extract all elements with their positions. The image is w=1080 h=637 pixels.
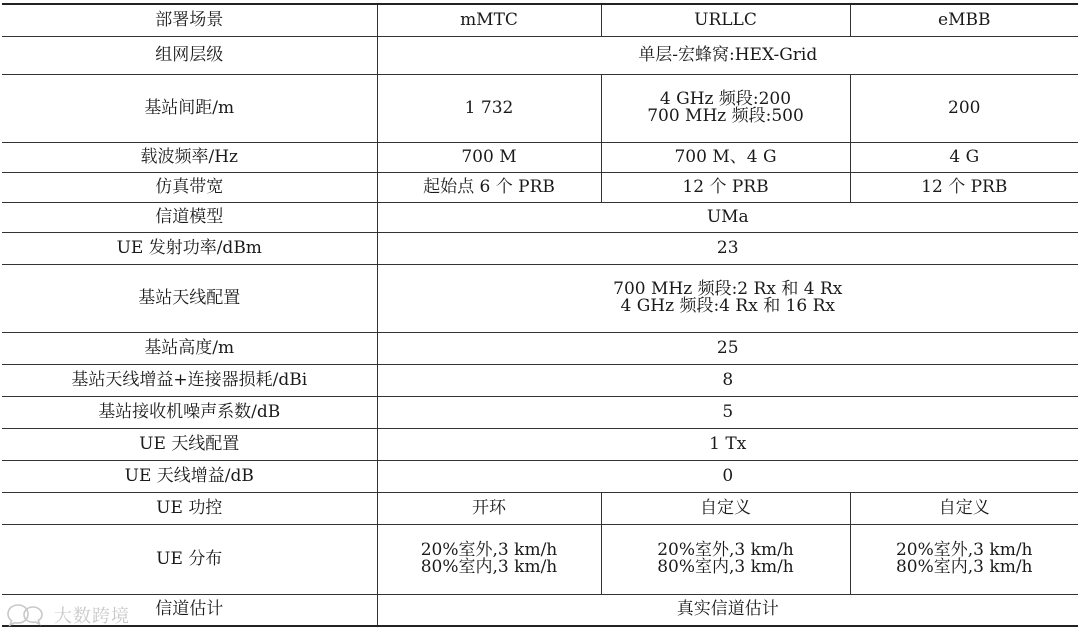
cell-embb bbox=[850, 524, 1078, 594]
cell-mmtc: 开环 bbox=[377, 492, 601, 524]
row-label: UE 功控 bbox=[2, 492, 377, 524]
cell-line: 4 GHz 频段:200 bbox=[659, 89, 792, 109]
cell-mmtc: 700 M bbox=[377, 142, 601, 172]
row-value: 单层-宏蜂窝:HEX-Grid bbox=[377, 36, 1078, 74]
row-label: 基站天线配置 bbox=[2, 264, 377, 332]
table-row bbox=[2, 460, 1078, 492]
table-row bbox=[2, 36, 1078, 74]
table-row bbox=[2, 232, 1078, 264]
header-mmtc: mMTC bbox=[377, 4, 601, 36]
table-row bbox=[2, 264, 1078, 332]
table-row bbox=[2, 396, 1078, 428]
cell-urllc: 自定义 bbox=[601, 492, 850, 524]
cell-urllc bbox=[601, 74, 850, 142]
table-row bbox=[2, 332, 1078, 364]
cell-embb: 12 个 PRB bbox=[850, 172, 1078, 202]
row-label: 仿真带宽 bbox=[2, 172, 377, 202]
parameter-table bbox=[2, 3, 1078, 627]
table-row bbox=[2, 74, 1078, 142]
cell-line: 20%室外,3 km/h bbox=[657, 540, 794, 560]
row-label: 基站天线增益+连接器损耗/dBi bbox=[2, 364, 377, 396]
row-label: UE 天线配置 bbox=[2, 428, 377, 460]
row-label: UE 分布 bbox=[2, 524, 377, 594]
row-value: 23 bbox=[377, 232, 1078, 264]
table-row bbox=[2, 492, 1078, 524]
table-row bbox=[2, 172, 1078, 202]
row-value: 5 bbox=[377, 396, 1078, 428]
cell-urllc bbox=[601, 524, 850, 594]
cell-embb: 自定义 bbox=[850, 492, 1078, 524]
cell-line: 20%室外,3 km/h bbox=[895, 540, 1033, 560]
row-label: 基站接收机噪声系数/dB bbox=[2, 396, 377, 428]
table-row bbox=[2, 524, 1078, 594]
table-row bbox=[2, 364, 1078, 396]
row-label: UE 发射功率/dBm bbox=[2, 232, 377, 264]
header-row bbox=[2, 4, 1078, 36]
cell-mmtc bbox=[377, 524, 601, 594]
cell-line: 80%室内,3 km/h bbox=[657, 557, 794, 577]
cell-line: 80%室内,3 km/h bbox=[420, 557, 558, 577]
table-row bbox=[2, 428, 1078, 460]
row-value: 0 bbox=[377, 460, 1078, 492]
cell-line: 20%室外,3 km/h bbox=[420, 540, 558, 560]
row-value bbox=[377, 264, 1078, 332]
cell-urllc: 700 M、4 G bbox=[601, 142, 850, 172]
row-label: 基站高度/m bbox=[2, 332, 377, 364]
row-value: 25 bbox=[377, 332, 1078, 364]
table-row bbox=[2, 594, 1078, 626]
row-value: UMa bbox=[377, 202, 1078, 232]
table-row bbox=[2, 202, 1078, 232]
cell-embb: 4 G bbox=[850, 142, 1078, 172]
chat-bubble-logo-icon bbox=[6, 602, 48, 628]
watermark bbox=[6, 601, 130, 629]
cell-line: 80%室内,3 km/h bbox=[895, 557, 1033, 577]
row-label: 信道估计 bbox=[2, 594, 377, 626]
row-value: 1 Tx bbox=[377, 428, 1078, 460]
cell-urllc: 12 个 PRB bbox=[601, 172, 850, 202]
header-urllc: URLLC bbox=[601, 4, 850, 36]
header-embb: eMBB bbox=[850, 4, 1078, 36]
row-label: UE 天线增益/dB bbox=[2, 460, 377, 492]
cell-mmtc: 1 732 bbox=[377, 74, 601, 142]
row-label: 组网层级 bbox=[2, 36, 377, 74]
row-value: 真实信道估计 bbox=[377, 594, 1078, 626]
header-scenario: 部署场景 bbox=[2, 4, 377, 36]
row-value: 8 bbox=[377, 364, 1078, 396]
row-label: 基站间距/m bbox=[2, 74, 377, 142]
cell-line: 700 MHz 频段:500 bbox=[647, 106, 804, 126]
table-row bbox=[2, 142, 1078, 172]
cell-embb: 200 bbox=[850, 74, 1078, 142]
cell-line: 4 GHz 频段:4 Rx 和 16 Rx bbox=[620, 296, 836, 316]
cell-mmtc: 起始点 6 个 PRB bbox=[377, 172, 601, 202]
row-label: 信道模型 bbox=[2, 202, 377, 232]
watermark-text: 大数跨境 bbox=[54, 606, 130, 627]
row-label: 载波频率/Hz bbox=[2, 142, 377, 172]
cell-line: 700 MHz 频段:2 Rx 和 4 Rx bbox=[613, 279, 843, 299]
